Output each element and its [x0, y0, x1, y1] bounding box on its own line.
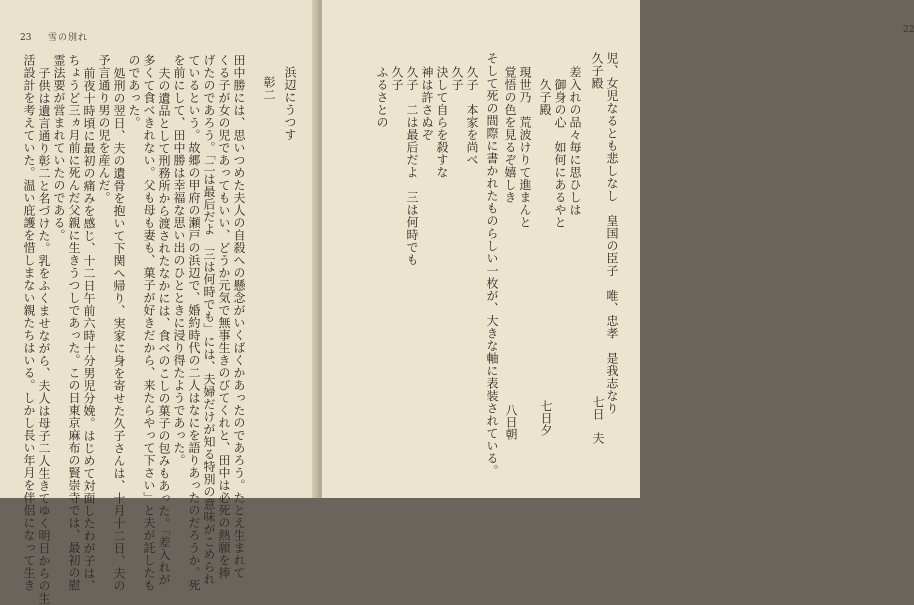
poem-line: 現世乃 荒波けりて進まんと — [518, 66, 532, 229]
left-page — [0, 0, 318, 605]
signature: 七日夕 — [539, 400, 553, 436]
poem-line: 久子 二は最后だよ 三は何時でも — [405, 66, 419, 266]
body-line: 処刑の翌日、夫の遺骨を抱いて下関へ帰り、実家に身を寄せた久子さんは、十月十二日、夫の — [112, 67, 126, 592]
body-line: 田中勝には、思いつめた夫人の自殺への懸念がいくばくかあったのであろう。たとえ生まれて — [232, 54, 246, 579]
poem-line: 御身の心 如何にあるやと — [553, 66, 567, 229]
body-line: ちょうど三ヵ月前に死んだ父親に生きうつしであった。この日東京麻布の賢崇寺では、最初の慰 — [67, 54, 81, 592]
signature: 七日 夫 — [591, 396, 605, 444]
body-line: を前にして、田中勝は幸福な思い出のひとときに浸り得たようであった。 — [172, 54, 186, 467]
signature: 八日朝 — [504, 404, 518, 440]
right-page — [322, 0, 914, 498]
body-line: 予言通り男の児を産んだ。 — [97, 54, 111, 204]
body-line: 多くて食べきれない。父も母も妻も、菓子が好きだから、来たらやって下さい」と夫が託したも — [142, 54, 156, 592]
running-head: 雪の別れ — [48, 33, 89, 43]
poem-line: 決して自らを殺すな — [435, 66, 449, 179]
poem-line: 久子 — [450, 66, 464, 91]
poem-line: 児、女児なるとも悲しなし 皇国の臣子 唯、忠孝 是我志なり — [605, 52, 619, 415]
poem-line: ふるさとの — [375, 66, 389, 129]
section-number: 彰二 — [262, 76, 276, 101]
page-number: 22 — [903, 25, 914, 35]
poem-line: そして死の間際に書かれたものらしい一枚が、大きな軸に表装されている。 — [485, 52, 499, 477]
body-line: 夫の遺品として刑務所から渡されたなかには、食べのこしの菓子の包みもあった。「差入れが — [157, 67, 171, 586]
body-line: 前夜十時頃に最初の痛みを感じ、十二日午前六時十分男児分娩。はじめて対面したわが子は、 — [82, 67, 96, 592]
poem-line: 久子殿 — [590, 52, 604, 90]
body-line: 子供は遺言通り彰二と名づけた。乳をふくませながら、夫人は母子二人生きてゆく明日からの生 — [37, 67, 51, 605]
body-line: 活設計を考えていた。温い庇護を惜しまない親たちはいる。しかし長い年月を伴侶になって生き — [22, 54, 36, 592]
page-number: 23 — [20, 33, 32, 43]
poem-line: 久子 — [390, 66, 404, 91]
body-line: 霊法要が営まれていたのである。 — [52, 54, 66, 242]
body-line: くる子が女の児であってもいい、どうか元気で無事生きのびてくれと、田中は必死の熱願を捧 — [217, 54, 231, 579]
poem-line: 覚悟の色を見るぞ嬉しき — [503, 66, 517, 204]
body-line: げたのであろう。「二は最后だよ 三は何時でも」には、夫婦だけが知る特別の意味がこめられ — [202, 54, 216, 586]
body-line: のであった。 — [127, 54, 141, 129]
poem-line: 神は許さぬぞ — [420, 66, 434, 141]
section-title: 浜辺にうつす — [283, 66, 297, 141]
body-line: ているという。故郷の甲府の瀬戸の浜辺で、婚約時代の二人はなにを語りあったのだろうか。死 — [187, 54, 201, 592]
poem-line: 差入れの品々毎に思ひしは — [568, 66, 582, 216]
poem-line: 久子 本家を尚べ — [465, 66, 479, 166]
poem-line: 久子殿 — [538, 66, 552, 116]
